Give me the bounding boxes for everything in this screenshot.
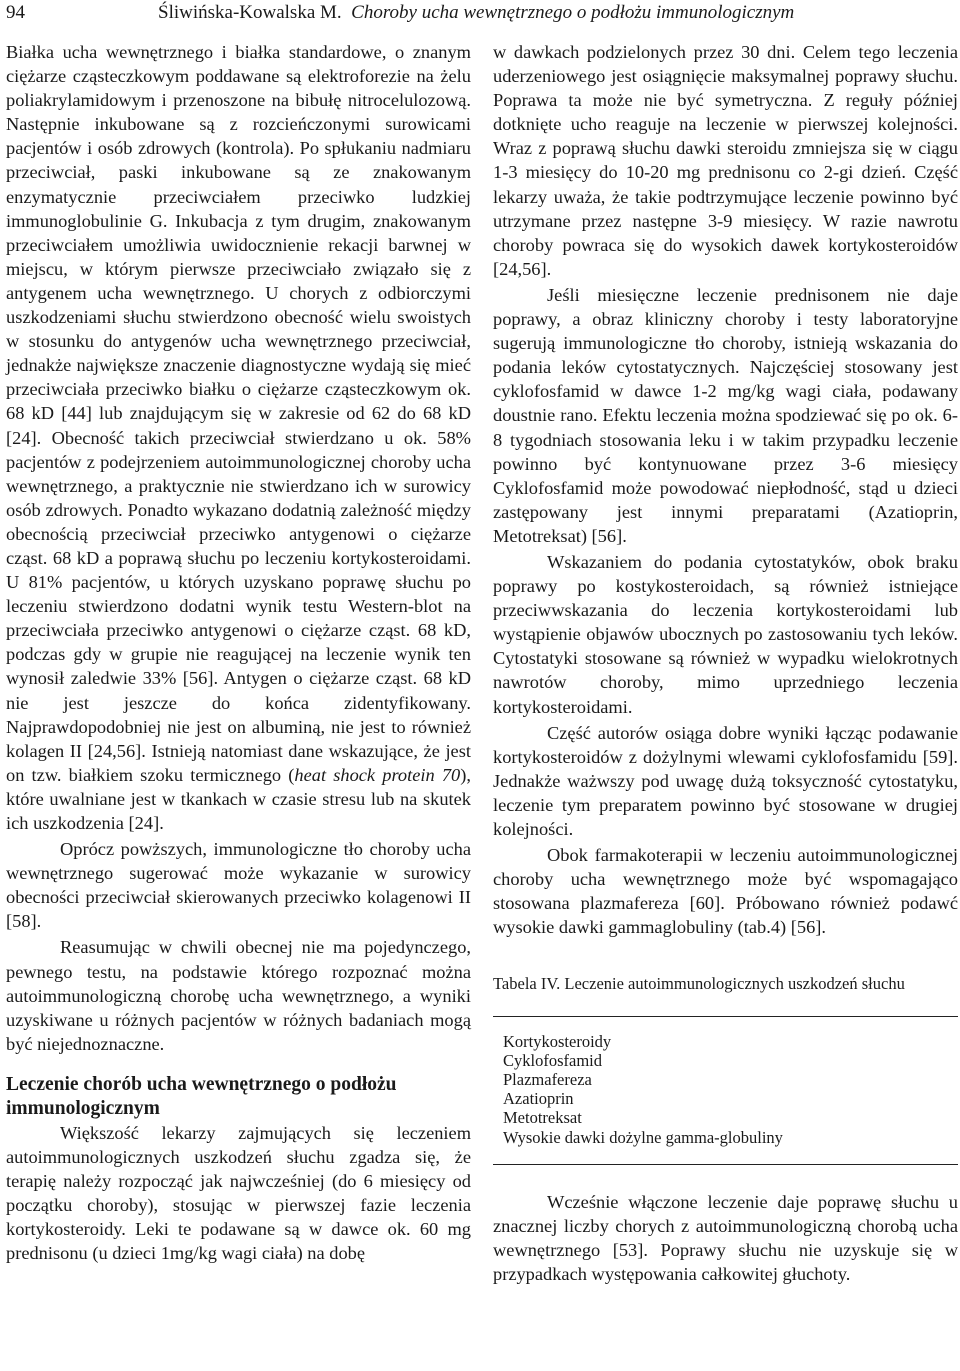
treatment-table [493,1016,958,1165]
paragraph: Wskazaniem do podania cytostatyków, obok braku poprawy po kostykosteroidach, są również istniejące przeciwwskazania do leczenia kortykosteroidami lub wystąpienie objawów ubocznych po zastosowaniu tych leków. Cytostatyki stosowane są również w wypadku wielokrotnych nawrotów choroby, mimo uprzedniego leczenia kortykosteroidami. [493,551,958,717]
paragraph: Część autorów osiąga dobre wyniki łącząc podawanie kortykosteroidów z dożylnymi wlewami cyklofosfamidu [59]. Jednakże ważwszy pod uwagę dużą toksyczność cytostatyku, leczenie tym preparatem powinno być stosowane w drugiej kolejności. [493,722,958,839]
paragraph: Oprócz powższych, immunologiczne tło choroby ucha wewnętrznego sugerować może wykazanie w surowicy obecności przeciwciał skierowanych przeciwko kolagenowi II [58]. [6,839,471,932]
page-number: 94 [6,2,25,23]
table-row: Wysokie dawki dożylne gamma-globuliny [503,1127,783,1147]
paragraph [6,40,471,835]
paragraph: Jeśli miesięczne leczenie prednisonem nie daje poprawy, a obraz kliniczny choroby i testy laboratoryjne sugerują immunologiczne tło choroby, istnieją wskazania do podania leków cytostatycznych. Najczęściej stosowany jest cyklofosfamid w dawce 1-2 mg/kg wagi ciała, podawany doustnie rano. Efektu leczenia można spodziewać się po ok. 6-8 tygodniach stosowania leku i w takim przypadku leczenie powinno być kontynuowane przez 3-6 miesięcy Cyklofosfamid może powodować niepłodność, stąd u dzieci zastępowany jest innymi preparatami (Azatioprin, Metotreksat) [56]. [493,284,958,546]
table-row: Azatioprin [503,1089,574,1109]
paragraph: Obok farmakoterapii w leczeniu autoimmunologicznej choroby ucha wewnętrznego może być wspomagająco stosowana plazmafereza [60]. Próbowano również podawć wysokie dawki gammaglobuliny (tab.4) [56]. [493,845,958,938]
page-header [6,2,956,30]
table-row: Metotreksat [503,1108,582,1128]
paragraph-text: Białka ucha wewnętrznego i białka standardowe, o znanym ciężarze cząsteczkowym poddawane są elektroforezie na żelu poliakrylamidowym i przenoszone na bibułę nitrocelulozową. Następnie inkubowane są z rozcieńczonymi surowicami pacjentów i osób zdrowych (kontrola). Po spłukaniu nadmiaru przeciwciał, paski inkubowane są ze znakowanym enzymatycznie przeciwciałem przeciwko ludzkiej immunoglobulinie G. Inkubacja z tym drugim, znakowanym przeciwciałem umożliwia uwidocznienie rekacji barwnej w miejscu, w którym pierwsze przeciwciało związało się z antygenem ucha wewnętrznego. U chorych z odbiorczymi uszkodzeniami słuchu stwierdzono obecność wielu swoistych w stosunku do antygenów ucha wewnętrznego przeciwciał, jednakże największe znaczenie diagnostyczne wydają się mieć przeciwciała przeciwko białku o ciężarze cząsteczkowym ok. 68 kD [44] lub znajdującym się w zakresie od 62 do 68 kD [24]. Obecność takich przeciwciał stwierdzano u ok. 58% pacjentów z podejrzeniem autoimmunologicznej choroby ucha wewnętrznego, a praktycznie nie stwierdzano ich w surowicy osób zdrowych. Ponadto wykazano dodatnią zależność między obecnością przeciwciał przeciwko antygenowi o ciężarze cząst. 68 kD a poprawą słuchu po leczeniu kortykosteroidami. U 81% pacjentów, u których uzyskano poprawę słuchu po leczeniu stwierdzono dodatni wynik testu Western-blot na przeciwciała przeciwko antygenowi o ciężarze cząst. 68 kD, podczas gdy w grupie nie reagującej na leczenie wynik ten wynosił zaledwie 33% [56]. Antygen o ciężarze cząst. 68 kD nie jest jeszcze do końca zidentyfikowany. Najprawdopodobniej nie jest on albuminą, nie jest to również kolagen II [24,56]. Istnieją natomiast dane wskazujące, że jest on tzw. białkiem szoku termicznego ( [6,42,471,785]
section-heading: Leczenie chorób ucha wewnętrznego o podłożu immunologicznym [6,1073,397,1119]
table-row: Kortykosteroidy [503,1031,612,1051]
paragraph: Większość lekarzy zajmujących się leczeniem autoimmunologicznych uszkodzeń słuchu zgadza się, że terapię należy rozpocząć jak najwcześniej (do 6 miesięcy od początku choroby), stosując w pierwszej fazie leczenia kortykosteroidy. Leki te podawane są w dawce ok. 60 mg prednisonu (u dzieci 1mg/kg wagi ciała) na dobę [6,1122,471,1264]
running-head-title: Choroby ucha wewnętrznego o podłożu immunologicznym [351,2,795,23]
table-row: Cyklofosfamid [503,1050,602,1070]
right-column [493,40,958,1286]
paragraph-text-end: ), które uwalniane jest w tkankach w czasie stresu lub na skutek ich uszkodzenia [24]. [6,764,471,833]
paragraph: Reasumując w chwili obecnej nie ma pojedynczego, pewnego testu, na podstawie którego rozpoznać można autoimmunologiczną chorobę ucha wewnętrznego, a wyniki uzyskiwane u różnych pacjentów w różnych badaniach mogą być niejednoznaczne. [6,937,471,1054]
running-head [158,2,794,24]
italic-term: heat shock protein 70 [294,764,461,785]
paragraph: Wcześnie włączone leczenie daje poprawę słuchu u znacznej liczby chorych z autoimmunologiczną chorobą ucha wewnętrznego [53]. Poprawy słuchu nie uzyskuje się w przypadkach występowania całkowitej głuchoty. [493,1191,958,1285]
table-row: Plazmafereza [503,1069,592,1089]
left-column [6,40,471,1266]
table-caption: Tabela IV. Leczenie autoimmunologicznych uszkodzeń słuchu [493,974,905,994]
running-head-authors: Śliwińska-Kowalska M. [158,2,342,23]
paragraph: w dawkach podzielonych przez 30 dni. Celem tego leczenia uderzeniowego jest osiągnięcie maksymalnej poprawy słuchu. Poprawa ta może nie być symetryczna. Z reguły później dotknięte ucho reaguje na leczenie w pierwszej kolejności. Wraz z poprawą słuchu dawki steroidu zmniejsza się w ciągu 1-3 miesięcy do 10-20 mg prednisonu co 2-gi dzień. Część lekarzy uważa, że takie podtrzymujące leczenie powinno być utrzymane przez następne 3-9 miesięcy. W razie nawrotu choroby powraca się do wysokich dawek kortykosteroidów [24,56]. [493,42,958,279]
